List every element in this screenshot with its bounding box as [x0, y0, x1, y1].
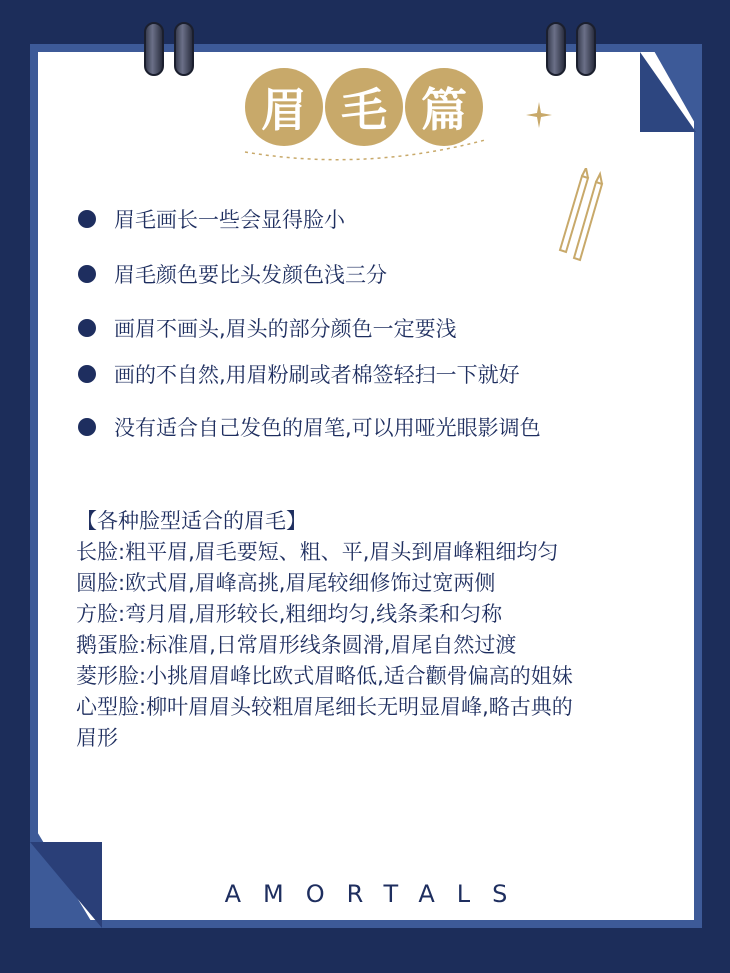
binder-ring-icon [546, 22, 566, 76]
face-type-line: 鹅蛋脸:标准眉,日常眉形线条圆滑,眉尾自然过渡 [76, 633, 517, 657]
title-char: 篇 [405, 68, 483, 146]
bullet-dot-icon [78, 319, 96, 337]
title-char: 毛 [325, 68, 403, 146]
tip-text: 眉毛画长一些会显得脸小 [114, 208, 345, 232]
list-item [78, 257, 638, 291]
bullet-dot-icon [78, 365, 96, 383]
face-type-line: 眉形 [76, 726, 118, 750]
tip-text: 画眉不画头,眉头的部分颜色一定要浅 [114, 317, 457, 341]
binder-ring-icon [576, 22, 596, 76]
tip-text: 画的不自然,用眉粉刷或者棉签轻扫一下就好 [114, 363, 520, 387]
face-type-line: 心型脸:柳叶眉眉头较粗眉尾细长无明显眉峰,略古典的 [76, 695, 573, 719]
list-item [78, 202, 638, 236]
tip-text: 没有适合自己发色的眉笔,可以用哑光眼影调色 [114, 416, 541, 440]
list-item [78, 357, 638, 391]
tip-text: 眉毛颜色要比头发颜色浅三分 [114, 263, 387, 287]
face-type-line: 方脸:弯月眉,眉形较长,粗细均匀,线条柔和匀称 [76, 602, 503, 626]
list-item [78, 410, 638, 444]
binder-ring-icon [174, 22, 194, 76]
section-heading: 【各种脸型适合的眉毛】 [76, 509, 307, 533]
face-type-section [76, 506, 676, 754]
dotted-underline-decoration [240, 132, 490, 166]
bullet-dot-icon [78, 418, 96, 436]
bullet-dot-icon [78, 265, 96, 283]
face-type-line: 长脸:粗平眉,眉毛要短、粗、平,眉头到眉峰粗细均匀 [76, 540, 559, 564]
brand-name: AMORTALS [224, 880, 530, 908]
face-type-line: 圆脸:欧式眉,眉峰高挑,眉尾较细修饰过宽两侧 [76, 571, 496, 595]
binder-ring-icon [144, 22, 164, 76]
list-item [78, 311, 638, 345]
sparkle-icon [524, 100, 554, 130]
bullet-dot-icon [78, 210, 96, 228]
title-char: 眉 [245, 68, 323, 146]
face-type-line: 菱形脸:小挑眉眉峰比欧式眉略低,适合颧骨偏高的姐妹 [76, 664, 573, 688]
